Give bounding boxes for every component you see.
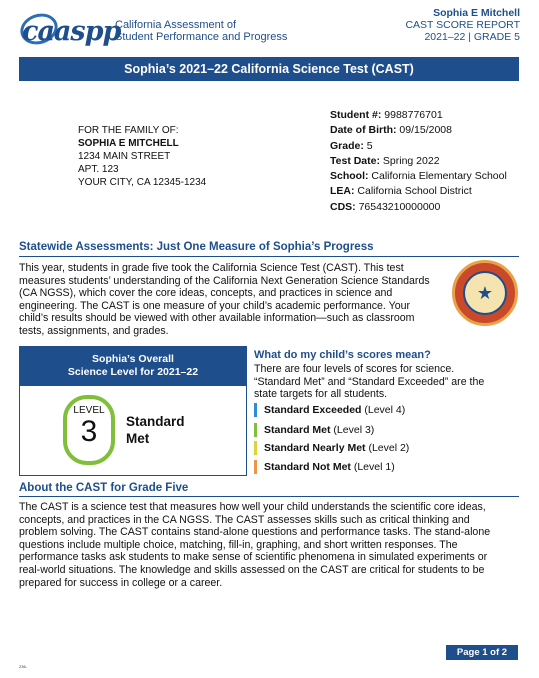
department-of-education-seal xyxy=(452,260,518,326)
address-line-1: FOR THE FAMILY OF: xyxy=(78,125,179,136)
info-test-date: Test Date: Spring 2022 xyxy=(330,154,440,167)
divider xyxy=(19,256,519,257)
score-level-3: Standard Met (Level 3) xyxy=(254,423,374,437)
header-report-title: CAST SCORE REPORT xyxy=(405,19,520,31)
address-line-4: APT. 123 xyxy=(78,164,119,175)
header-year-grade: 2021–22 | GRADE 5 xyxy=(424,31,520,43)
info-student-number: Student #: 9988776701 xyxy=(330,109,443,121)
score-level-1: Standard Not Met (Level 1) xyxy=(254,460,395,474)
student-info xyxy=(330,108,507,215)
statewide-heading: Statewide Assessments: Just One Measure of Sophia’s Progress xyxy=(19,241,374,253)
level-badge xyxy=(63,395,115,465)
page-number: Page 1 of 2 xyxy=(446,645,518,660)
report-title-bar: Sophia’s 2021–22 California Science Test (CAST) xyxy=(19,57,519,81)
address-line-5: YOUR CITY, CA 12345-1234 xyxy=(78,177,207,188)
info-grade: Grade: 5 xyxy=(330,139,373,152)
scores-meaning-text: There are four levels of scores for science. “Standard Met” and “Standard Exceeded” are the state targets for all students. xyxy=(254,363,485,400)
scores-meaning-heading: What do my child’s scores mean? xyxy=(254,349,431,361)
divider xyxy=(19,496,519,497)
seal-emblem-icon: ★ xyxy=(463,271,507,315)
info-school: School: California Elementary School xyxy=(330,170,507,183)
org-name-line2: Student Performance and Progress xyxy=(115,31,288,43)
score-level-4: Standard Exceeded (Level 4) xyxy=(254,403,405,417)
statewide-text: This year, students in grade five took the California Science Test (CAST). This test measures students’ understanding of the California Next Generation Science Standards (CA NGSS), which cover the core ideas, concepts, and practices in science and engineering. The CAST is one measure of your child’s academic performance. Your child’s results should be viewed with other available information—such as classroom tests, assignments, and grades. xyxy=(19,262,430,337)
info-cds: CDS: 76543210000000 xyxy=(330,200,441,213)
overall-level-heading: Sophia’s Overall Science Level for 2021–22 xyxy=(19,346,247,386)
about-text: The CAST is a science test that measures how well your child understands the scientific core ideas, concepts, and practices in the CA NGSS. The CAST assesses skills such as critical thinking and problem solving. The CAST contains stand-alone questions and performance tasks. The stand-alone questions include multiple choice, matching, fill-in, graphing, and short written responses. The performance tasks ask students to make sense of scientific phenomena in simulated experiments or real-world situations. The knowledge and skills assessed on the CAST are critical for students to be prepared for success in college or a career. xyxy=(19,501,491,589)
footer-code: 236- xyxy=(19,664,28,669)
address-line-3: 1234 MAIN STREET xyxy=(78,151,171,162)
score-level-2: Standard Nearly Met (Level 2) xyxy=(254,441,409,455)
org-name-line1: California Assessment of xyxy=(115,19,237,31)
level-word: LEVEL xyxy=(73,405,105,416)
info-date-of-birth: Date of Birth: 09/15/2008 xyxy=(330,124,452,137)
caaspp-logo: caaspp xyxy=(22,16,121,47)
info-lea: LEA: California School District xyxy=(330,185,472,198)
about-heading: About the CAST for Grade Five xyxy=(19,482,189,494)
level-name: Standard Met xyxy=(126,414,185,446)
header-student-name: Sophia E Mitchell xyxy=(433,7,520,19)
address-line-2: SOPHIA E MITCHELL xyxy=(78,138,179,149)
level-number: 3 xyxy=(80,415,98,448)
